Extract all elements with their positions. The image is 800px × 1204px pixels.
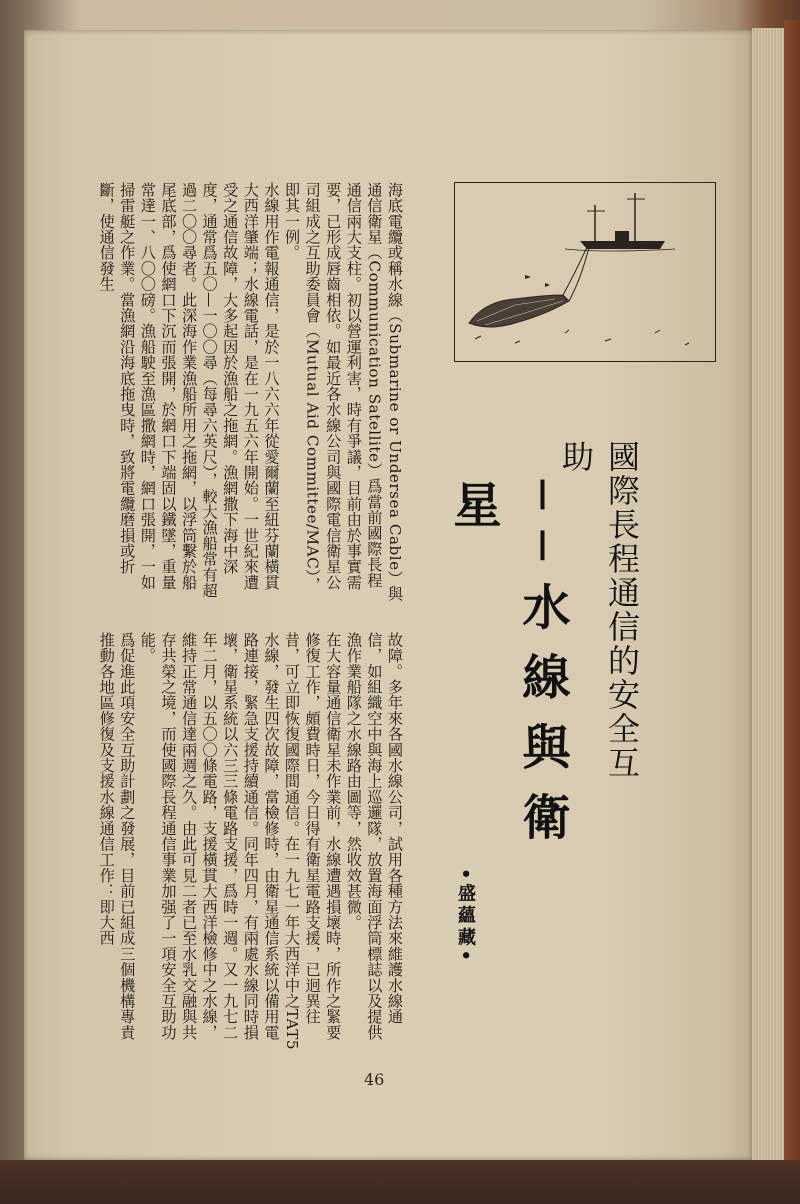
body-column-upper — [96, 182, 405, 602]
paragraph: 故障。多年來各國水線公司，試用各種方法來維護水線通信，如組織空中與海上巡邏隊，放置海面浮筒標誌以及提供漁作業船隊之水線路由圖等，然收效甚微。 — [344, 632, 404, 1041]
paragraph: 爲促進此項安全互助計劃之發展，目前已組成三個機構專責推動各地區修復及支援水線通信工作：即大西 — [97, 632, 137, 1041]
article-subtitle: 國際長程通信的安全互助 — [557, 440, 641, 780]
book-spine — [784, 20, 800, 1170]
paragraph: 海底電纜或稱水線（Submarine or Undersea Cable）與通信衛星（Communication Satellite）爲當前國際長程通信兩大支柱。初以營運利害，時有爭議，目前由於事實需要，已形成唇齒相依。如最近各水線公司與國際電信衛星公司組成之互助委員會（Mutual Aid Committee/MAC），即其一例。 — [283, 182, 404, 602]
article-title: ──水線與衛星 — [445, 480, 570, 862]
trawler-drawing — [455, 183, 714, 360]
trawler-illustration — [454, 182, 716, 362]
book-cover-bottom — [0, 1160, 800, 1204]
page-number: 46 — [364, 1070, 385, 1089]
paragraph: 在大容量通信衛星未作業前，水線遭遇損壞時，所作之緊要修復工作，頗費時日，今日得有衛星電路支援，已迥異往昔，可立即恢復國際間通信。在一九七一年大西洋中之TAT5水線，發生四次故障，當檢修時，由衛星通信系統以備用電路連接，緊急支援持續通信。同年四月，有兩處水線同時損壞，衛星系統以六三三條電路支援，爲時一週。又一九七二年二月，以五〇〇條電路，支援橫貫大西洋檢修中之水線，維持正常通信達兩週之久。由此可見二者已至水乳交融與共存共榮之境，而使國際長程通信事業加强了一項安全互助功能。 — [138, 632, 343, 1051]
paragraph: 水線用作電報通信，是於一八六六年從愛爾蘭至紐芬蘭橫貫大西洋肇端；水線電話，是在一九五六年開始。一世紀來遭受之通信故障，大多起因於漁船之拖網。漁網撒下海中深度，通常爲五〇—一〇〇尋（每尋六英尺），較大漁船常有超過二〇〇尋者。此深海作業漁船所用之拖網，以浮筒繫於船尾底部，爲使網口下沉而張開，於網口下端固以鐵墜，重量常達一、八〇〇磅。漁船駛至漁區撒網時，網口張開，一如掃雷艇之作業。當漁網沿海底拖曳時，致將電纜磨損或折斷，使通信發生 — [97, 182, 281, 599]
author-byline: •盛蘊藏• — [455, 868, 476, 966]
body-column-lower — [96, 632, 405, 1052]
